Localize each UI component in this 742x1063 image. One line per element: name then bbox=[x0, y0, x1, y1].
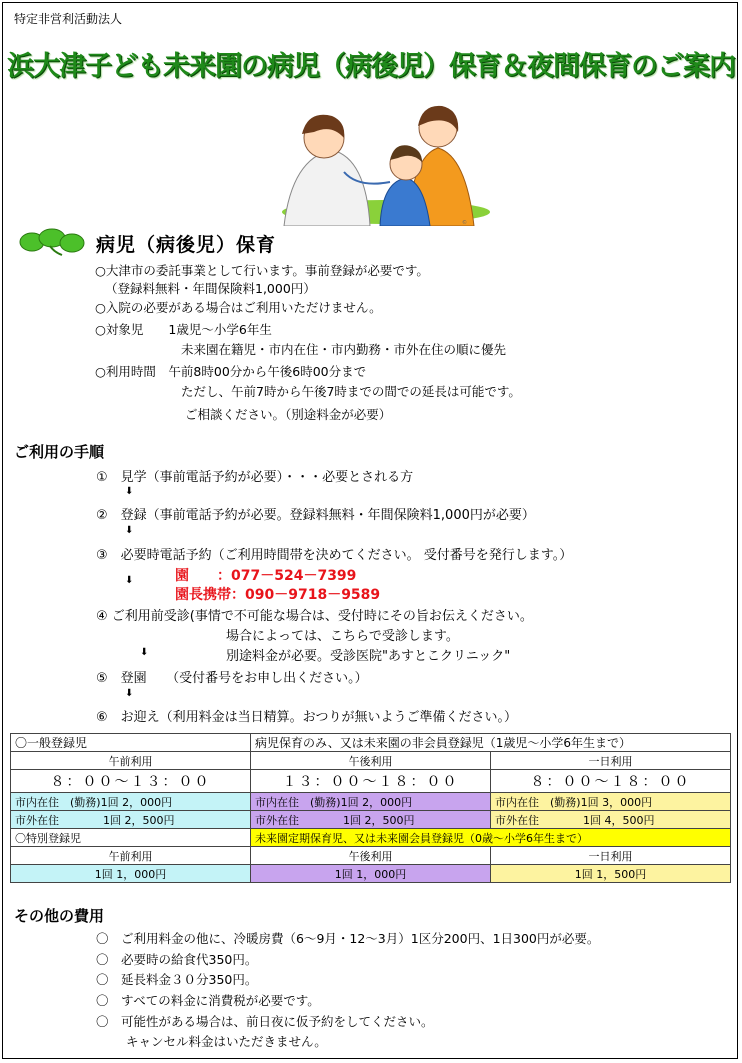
fee-cell: 市外在住 1回 2，500円 bbox=[11, 811, 251, 829]
clover-icon bbox=[18, 228, 88, 256]
procedure-step: ⑤ 登園 （受付番号をお申し出ください。） bbox=[96, 671, 368, 686]
time-range: ８：００～１８：００ bbox=[491, 770, 731, 793]
fee-cell: 市内在住 (勤務)1回 3，000円 bbox=[491, 793, 731, 811]
general-registration-label: 〇一般登録児 bbox=[11, 734, 251, 752]
special-registration-desc: 未来園定期保育児、又は未来園会員登録児（0歳～小学6年生まで） bbox=[251, 829, 731, 847]
fee-cell: 1回 1，500円 bbox=[491, 865, 731, 883]
other-fee-line: 〇 ご利用料金の他に、冷暖房費（6～9月・12～3月）1区分200円、1日300円が必要。 bbox=[96, 931, 600, 946]
procedure-step: ④ ご利用前受診(事情で不可能な場合は、受付時にその旨お伝えください。 bbox=[96, 609, 533, 624]
column-label: 午後利用 bbox=[251, 752, 491, 770]
doctor-child-illustration bbox=[262, 98, 494, 226]
sick-care-line: ○利用時間 午前8時00分から午後6時00分まで bbox=[95, 364, 367, 379]
procedure-step: ① 見学（事前電話予約が必要）・・・必要とされる方 bbox=[96, 470, 414, 485]
down-arrow-icon: ⬇ bbox=[140, 647, 149, 658]
down-arrow-icon: ⬇ bbox=[125, 688, 134, 699]
sick-care-heading: 病児（病後児）保育 bbox=[96, 234, 277, 256]
procedure-step: ⑥ お迎え（利用料金は当日精算。おつりが無いようご準備ください。） bbox=[96, 710, 518, 725]
column-label: 一日利用 bbox=[491, 752, 731, 770]
time-range: １３：００～１８：００ bbox=[251, 770, 491, 793]
procedure-step-note: 別途料金が必要。受診医院"あすとこクリニック" bbox=[226, 649, 511, 664]
special-registration-label: 〇特別登録児 bbox=[11, 829, 251, 847]
procedure-step: ② 登録（事前電話予約が必要。登録料無料・年間保険料1,000円が必要） bbox=[96, 508, 535, 523]
procedure-step: ③ 必要時電話予約（ご利用時間帯を決めてください。 受付番号を発行します。） bbox=[96, 548, 573, 563]
other-fee-line: 〇 すべての料金に消費税が必要です。 bbox=[96, 993, 320, 1008]
column-label: 午前利用 bbox=[11, 752, 251, 770]
sick-care-line: （登録料無料・年間保険料1,000円） bbox=[105, 281, 316, 296]
fee-cell: 1回 1，000円 bbox=[11, 865, 251, 883]
sick-care-line: ご相談ください。（別途料金が必要） bbox=[185, 407, 392, 422]
other-fee-line: 〇 必要時の給食代350円。 bbox=[96, 952, 258, 967]
down-arrow-icon: ⬇ bbox=[125, 525, 134, 536]
sick-care-line: ○対象児 1歳児～小学6年生 bbox=[95, 322, 272, 337]
fee-table bbox=[10, 733, 731, 883]
down-arrow-icon: ⬇ bbox=[125, 486, 134, 497]
director-phone: 園長携帯：090－9718－9589 bbox=[175, 587, 381, 603]
down-arrow-icon: ⬇ bbox=[125, 575, 134, 586]
organization-label: 特定非営利活動法人 bbox=[14, 12, 123, 26]
sick-care-line: ただし、午前7時から午後7時までの間での延長は可能です。 bbox=[181, 384, 521, 399]
page-title: 浜大津子ども未来園の病児（病後児）保育＆夜間保育のご案内 bbox=[7, 51, 735, 82]
column-label: 午前利用 bbox=[11, 847, 251, 865]
nursery-phone: 園 ：077－524－7399 bbox=[175, 568, 357, 584]
other-fee-line: 〇 延長料金３０分350円。 bbox=[96, 972, 258, 987]
other-fee-line: キャンセル料金はいただきません。 bbox=[126, 1034, 327, 1049]
fee-cell: 市外在住 1回 4，500円 bbox=[491, 811, 731, 829]
fee-cell: 市外在住 1回 2，500円 bbox=[251, 811, 491, 829]
procedure-step-note: 場合によっては、こちらで受診します。 bbox=[226, 629, 459, 644]
fee-cell: 市内在住 (勤務)1回 2，000円 bbox=[11, 793, 251, 811]
column-label: 一日利用 bbox=[491, 847, 731, 865]
sick-care-line: ○大津市の委託事業として行います。事前登録が必要です。 bbox=[95, 263, 429, 278]
general-registration-desc: 病児保育のみ、又は未来園の非会員登録児（1歳児～小学6年生まで） bbox=[251, 734, 731, 752]
sick-care-line: 未来園在籍児・市内在住・市内勤務・市外在住の順に優先 bbox=[181, 342, 507, 357]
time-range: ８：００～１３：００ bbox=[11, 770, 251, 793]
svg-text:©: © bbox=[462, 220, 467, 226]
procedure-heading: ご利用の手順 bbox=[14, 443, 105, 461]
fee-cell: 1回 1，000円 bbox=[251, 865, 491, 883]
other-fee-line: 〇 可能性がある場合は、前日夜に仮予約をしてください。 bbox=[96, 1014, 434, 1029]
column-label: 午後利用 bbox=[251, 847, 491, 865]
fee-cell: 市内在住 (勤務)1回 2，000円 bbox=[251, 793, 491, 811]
other-fees-heading: その他の費用 bbox=[14, 907, 105, 925]
sick-care-line: ○入院の必要がある場合はご利用いただけません。 bbox=[95, 300, 382, 315]
